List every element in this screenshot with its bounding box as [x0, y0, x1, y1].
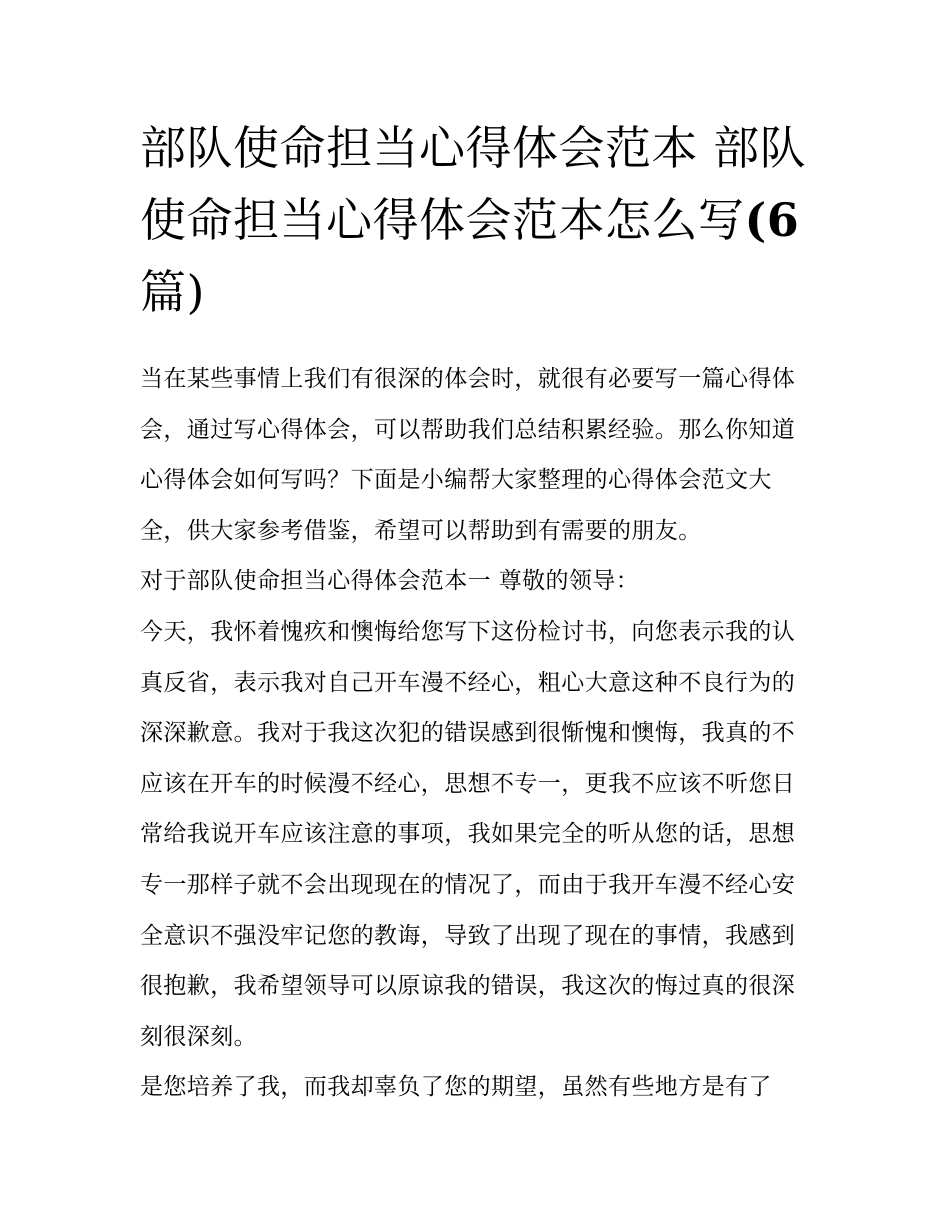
- section-heading: 对于部队使命担当心得体会范本一 尊敬的领导：: [140, 568, 640, 595]
- title-count: (6: [744, 193, 800, 247]
- title-suffix: 篇): [140, 265, 205, 319]
- body-paragraph-continued: 是您培养了我，而我却辜负了您的期望，虽然有些地方是有了: [140, 1074, 772, 1101]
- intro-paragraph: 当在某些事情上我们有很深的体会时，就很有必要写一篇心得体会，通过写心得体会，可以帮助我们总结积累经验。那么你知道心得体会如何写吗？下面是小编帮大家整理的心得体会范文大全，供大家参考借鉴，希望可以帮助到有需要的朋友。: [140, 366, 796, 544]
- document-title: [140, 112, 810, 328]
- body-paragraph: 今天，我怀着愧疚和懊悔给您写下这份检讨书，向您表示我的认真反省，表示我对自己开车漫不经心，粗心大意这种不良行为的深深歉意。我对于我这次犯的错误感到很惭愧和懊悔，我真的不应该在开车的时候漫不经心，思想不专一，更我不应该不听您日常给我说开车应该注意的事项，我如果完全的听从您的话，思想专一那样子就不会出现现在的情况了，而由于我开车漫不经心安全意识不强没牢记您的教诲，导致了出现了现在的事情，我感到很抱歉，我希望领导可以原谅我的错误，我这次的悔过真的很深刻很深刻。: [140, 618, 796, 1050]
- title-text: 部队使命担当心得体会范本 部队使命担当心得体会范本怎么写: [140, 121, 807, 247]
- document-body: [140, 354, 814, 1113]
